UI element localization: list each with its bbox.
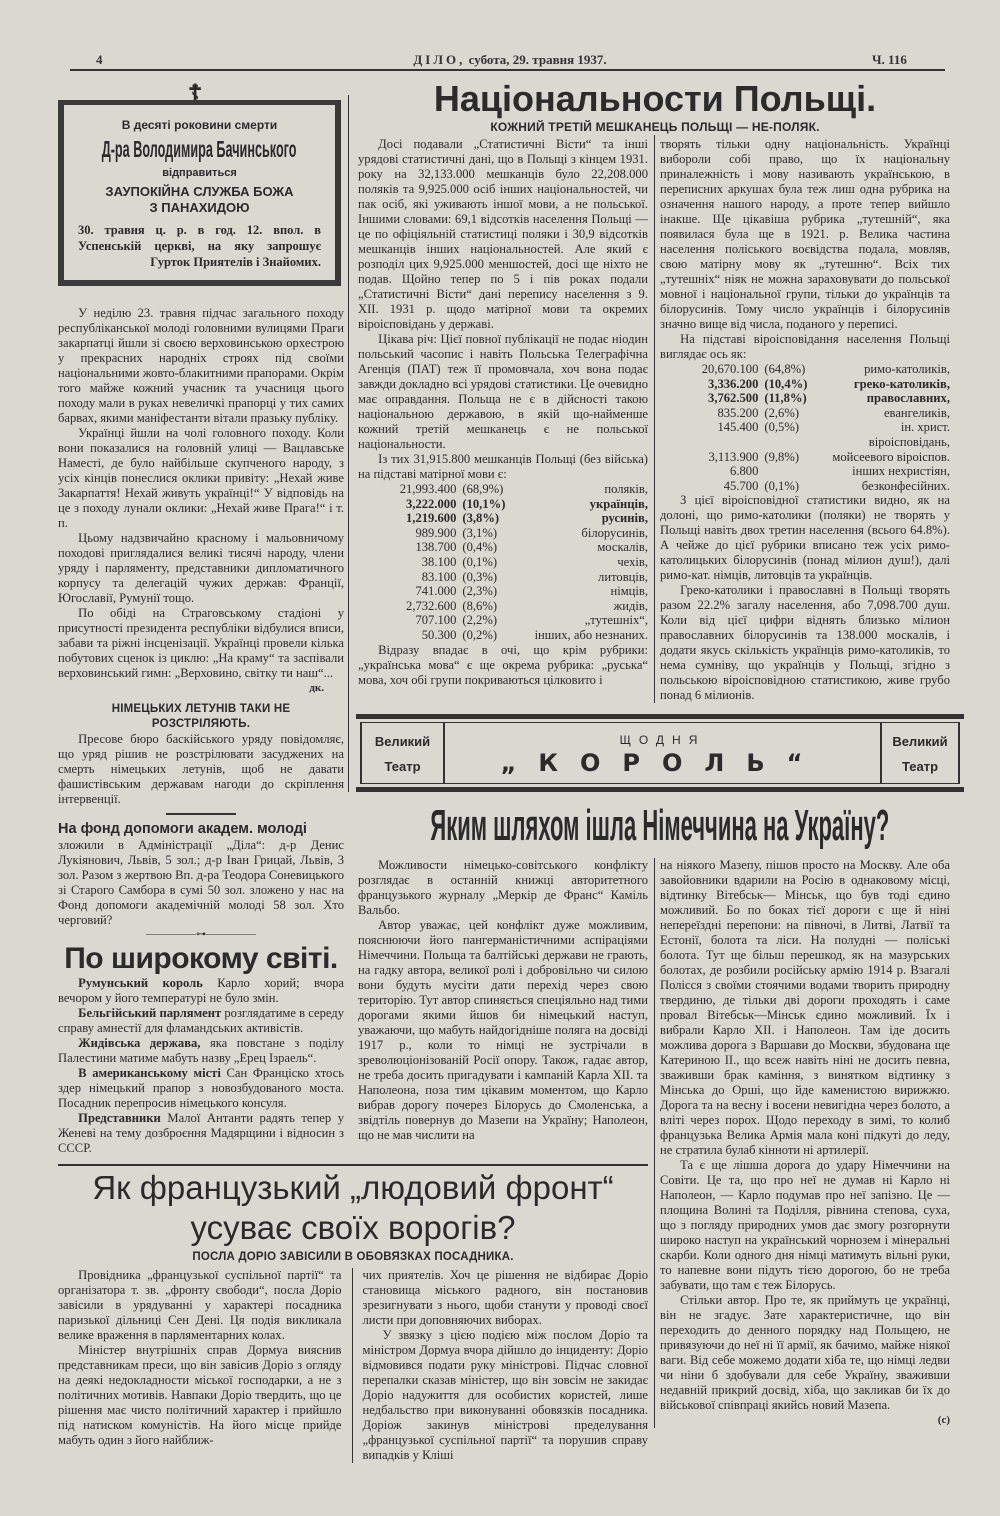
cell-label: греко-католиків, xyxy=(853,376,950,391)
table-row xyxy=(660,377,950,392)
cell-pct: (0,5%) xyxy=(764,420,800,435)
cell-count: 989.900 xyxy=(415,525,457,540)
cell-count: 3,222.000 xyxy=(406,496,457,511)
obituary-line1: В десяті роковини смерти xyxy=(121,118,278,132)
cell-label: безконфесійних. xyxy=(861,478,950,493)
paragraph: По обіді на Страговському стадіоні у присутності президента республіки відбулися вписи, забави та ріжні інсценізації. Українці провели кілька побутових сценок із циклю: „На краму“ та заспівали верховинський гимн: „Верховино, світку ти наш“... xyxy=(58,606,344,680)
paragraph: зложили в Адміністрації „Діла“: д-р Денис Лукіянович, Львів, 5 зол.; д-р Іван Грицай, Львів, 3 зол. Разом з жертвою Вп. д-ра Теодора Соневицького зі Старого Самбора в сумі 50 зол. зложено у нас на Фонд допомоги академічній молоді 58 зол. Хто черговий? xyxy=(58,838,344,927)
cell-count: 3,336.200 xyxy=(708,376,759,391)
issue-date: субота, 29. травня 1937. xyxy=(468,52,607,67)
issue-number: Ч. 116 xyxy=(872,52,907,67)
cell-label: інших, або незнаних. xyxy=(534,627,648,642)
cell-label: литовців, xyxy=(598,569,648,584)
france-col2 xyxy=(363,1268,648,1463)
masthead xyxy=(380,52,640,68)
world-item: Представники Малої Антанти радять тепер у Женеві на тему дозброєння Мадярщини і відносин з СССР. xyxy=(58,1111,344,1155)
obituary-line3: ЗАУПОКІЙНА СЛУЖБА БОЖА xyxy=(105,184,294,199)
cell-label: русинів, xyxy=(601,511,648,526)
cell-count: 45.700 xyxy=(723,478,759,493)
france-title-line2: усуває своїх ворогів? xyxy=(190,1209,516,1246)
germany-title: Яким шляхом ішла Німеччина на Україну? xyxy=(430,801,890,850)
cell-label: інших нехристіян, xyxy=(852,464,950,479)
paragraph: Провідника „французької суспільної партії“ та організатора т. зв. „фронту свободи“, посла Доріо завісили в урядуванні у характері посадника паризької дільниці Сен Дені. Ця подія викликала велике враження в парляментарних колах. xyxy=(58,1268,342,1342)
paragraph: Міністер внутрішніх справ Дормуа вияснив представникам преси, що він завісив Доріо з огляду на деякі недокладности міської господарки, а не з політичних мотивів. Навпаки Доріо твердить, що це рішення має чисто політичний характер і прийшло під натиском комуністів. На його місце прийде мабуть один з його найближ- xyxy=(58,1343,342,1447)
cell-pct: (2,3%) xyxy=(462,584,498,599)
cell-pct: (0,4%) xyxy=(462,540,498,555)
paragraph: Та є ще лішша дорога до удару Німеччини на Совіти. Це та, що про неї не думав ні Карло ні Наполеон, — Карло подумав про неї запізно. Це — площина Волині та Поділля, рівнина степова, суха, що з погляду природних умов дає змогу розгорнути широко наступ на український чорнозем і мінеральні скарби. Коли одного дня німці матимуть вільні руки, то напевне вони підуть тією дорогою, бо не треба забувати, що там є теж Білорусь. xyxy=(660,1158,950,1292)
ornament-divider: —————⊶————— xyxy=(146,929,256,940)
table-row xyxy=(660,420,950,449)
cell-pct: (2,6%) xyxy=(764,405,800,420)
column-rule xyxy=(352,1268,353,1463)
cell-label: німців, xyxy=(610,584,648,599)
column-rule xyxy=(654,858,655,1428)
nationalities-subtitle: КОЖНИЙ ТРЕТІЙ МЕШКАНЕЦЬ ПОЛЬЩІ — НЕ-ПОЛЯК. xyxy=(490,120,820,134)
ad-title: „КОРОЛЬ“ xyxy=(500,749,825,777)
nationalities-col1 xyxy=(358,137,648,688)
page-number: 4 xyxy=(96,52,103,67)
cell-count: 20,670.100 xyxy=(701,362,759,376)
table-row xyxy=(358,555,648,570)
ad-left-line1: Великий xyxy=(374,734,431,749)
germany-col2 xyxy=(660,858,950,1428)
cell-count: 145.400 xyxy=(717,420,759,435)
paper-name: ДІЛО, xyxy=(413,52,466,67)
table-row xyxy=(358,628,648,643)
ad-center xyxy=(445,723,880,783)
obituary-line6: Гурток Приятелів і Знайомих. xyxy=(150,255,321,269)
paragraph: Цьому надзвичайно красному і мальовничому походові приглядалися великі тисячі народу, члени уряду і парляменту, представники дипломатичного корпусу та делегацій чужих держав: Франції, Югославії, Румунії тощо. xyxy=(58,531,344,605)
paragraph: чих приятелів. Хоч це рішення не відбирає Доріо становища міського радного, він постановив зрезигнувати з нього, щоби станути у проводі своєї листи при доповняючих виборах. xyxy=(362,1268,648,1327)
paragraph: Пресове бюро баскійського уряду повідомляє, що уряд рішив не розстрілювати засуджених на смерть німецьких летунів, щоб не давати фашистівським державам нагоди до скріплення інтервенції. xyxy=(58,732,344,806)
ad-daily: ЩОДНЯ xyxy=(619,733,706,747)
table-row xyxy=(358,599,648,614)
france-title-line1: Як французький „людовий фронт“ xyxy=(92,1169,614,1206)
world-title: По широкому світі. xyxy=(64,942,338,975)
cell-count: 83.100 xyxy=(421,569,457,584)
cell-count: 1,219.600 xyxy=(406,511,457,526)
table-row xyxy=(358,511,648,526)
obituary-line4: З ПАНАХИДОЮ xyxy=(149,200,250,215)
cell-pct: (3,1%) xyxy=(462,525,498,540)
paragraph: Відразу впадає в очі, що крім рубрики: „українська мова“ є ще окрема рубрика: „руська“ мова, хоч обі групи покриваються цілковито і xyxy=(358,642,648,687)
prague-article xyxy=(58,306,344,1156)
cell-pct: (0,1%) xyxy=(764,478,800,493)
cell-count: 138.700 xyxy=(415,540,457,555)
signature: дк. xyxy=(309,682,324,694)
cell-label: поляків, xyxy=(604,482,648,496)
paragraph: Українці йшли на чолі головного походу. Коли вони показалися на головній улиці — Вацлавське Наместі, де було найбільше скупченого народу, з усіх кінців понеслися оклики привіту: „Нехай живе Закарпаття! Нехай живуть українці!“ У відповідь на це з походу лунали оклики: „Нехай живе Прага!“ і т. п. xyxy=(58,426,344,530)
ad-left xyxy=(360,723,445,783)
paragraph: Греко-католики і православні в Польщі творять разом 22.2% загалу населення, або 7,098.700 душ. Коли від цієї цифри віднять близько мілион православних білорусинів та 138.000 москалів, і додати якусь скількість українців римо-католиків, то нема сумніву, що українців у Польщі, згідно з польською віроісповідною статистикою, живе грубо понад 6 мілионів. xyxy=(660,583,950,703)
cell-label: ін. христ. віроісповідань, xyxy=(868,420,950,449)
column-rule xyxy=(348,95,349,792)
divider xyxy=(166,813,236,815)
cell-pct: (0,3%) xyxy=(462,569,498,584)
world-item: В американському місті Сан Франціско хтось здер німецький прапор з новозбудованого моста. Посадник перепросив німецького консуля. xyxy=(58,1066,344,1110)
france-subtitle: ПОСЛА ДОРІО ЗАВІСИЛИ В ОБОВЯЗКАХ ПОСАДНИКА. xyxy=(192,1251,514,1263)
cell-pct: (10,4%) xyxy=(764,376,808,391)
world-item: Румунський король Карло хорий; вчора вечором у його температурі не було змін. xyxy=(58,976,344,1005)
cell-count: 6.800 xyxy=(730,464,759,479)
paragraph: Із тих 31,915.800 мешканців Польщі (без війська) на підставі матірної мови є: xyxy=(358,452,648,481)
world-item: Бельгійський парлямент розглядатиме в середу справу амнестії для фламандських активістів. xyxy=(58,1006,345,1035)
paragraph: Можливости німецько-совітського конфлікту розглядає в останній книжці авторитетного французького журналу „Меркір де Франс“ Каміль Вальбо. xyxy=(358,858,648,917)
table-row xyxy=(358,540,648,555)
cell-pct: (0,2%) xyxy=(462,627,498,642)
nationalities-col2 xyxy=(660,137,950,703)
table-row xyxy=(358,497,648,512)
cell-pct: (10,1%) xyxy=(462,496,506,511)
cell-pct: (64,8%) xyxy=(764,362,806,376)
paragraph: Досі подавали „Статистичні Вісти“ та інші урядові статистичні дані, що в Польщі з кінцем 1931. року на 32,133.000 мешканців було 22,208.000 поляків та 9,925.000 осіб інших національностей, чи пак осіб, які уживають іншої мови, а не польської. Іншими словами: 69,1 відсотків населення Польщі — це по офіціяльній статистиці поляки і 30,9 відсотків мешканців інших національностей. Але який є розподіл цих 9,925.000 меншостей, досі ще ніхто не подав. Щойно тепер по 5 і пів роках подали „Статистичні Вісти“ дані перепису населення з 9. XII. 1931 р. щодо матірної мови та окремих віроісповідань у державі. xyxy=(358,137,648,331)
cell-label: жидів, xyxy=(613,598,648,613)
cell-pct xyxy=(764,464,819,479)
paragraph: У звязку з цією подією між послом Доріо та міністром Дормуа вчора дійшло до інциденту: Доріо відмовився подати руку міністрові. Підчас словної перепалки сказав міністер, що він зовсім не закидає Доріо надужиття для особистих користей, лише недбальство при виконуванні обовязків посадника. Доріож закинув міністрові пределування „французької суспільної партії“ та порушив справу випадків у Кліші xyxy=(362,1328,648,1462)
paragraph: творять тільки одну національність. Українці вибороли собі право, що їх національну приналежність і мову називають українською, в переписних аркушах була теж лиш одна рубрика на означення нашого народу, а проте тепер вийшло інакше. Ще цікавіша рубрика „тутешній“, яка появилася була ще в 1921. р. Велика частина населення поліського воєвідства подала, мовляв, свою матірну мову як „тутешню“. Всіх тих „тутешніх“ ніяк не можна зараховувати до польської мовної і національної групи, тільки до українців та білорусинів. Тому число українців і білорусинів значно вище від числа, поданого у переписі. xyxy=(660,137,950,331)
paragraph: На підставі віроісповідання населення Польщі виглядає ось як: xyxy=(660,332,950,361)
cell-pct: (9,8%) xyxy=(764,449,800,464)
table-row xyxy=(358,482,648,497)
table-row xyxy=(358,584,648,599)
cell-count: 50.300 xyxy=(421,627,457,642)
theatre-ad xyxy=(356,714,964,792)
paragraph: У неділю 23. травня підчас загального походу республіканської молоді головними вулицями Праги закарпатці йшли зі своєю верховинською орхестрою у прекрасних народніх строях під своїми національними жовто-блакитними прапорами. Окрім того майже кожний учасник та учасниця цього походу мали в руках невеличкі прапорці у тих самих барвах, якими маніфестанти вітали празьку публіку. xyxy=(58,306,344,425)
table-row xyxy=(660,362,950,377)
nationalities-title: Національности Польщі. xyxy=(433,78,877,119)
cell-count: 835.200 xyxy=(717,405,759,420)
table-row xyxy=(660,391,950,406)
france-article xyxy=(58,1164,648,1463)
obituary-line2: відправиться xyxy=(162,167,237,179)
world-item: Жидівська держава, яка повстане з поділу Палестини матиме мабуть назву „Ерец Ізраель“. xyxy=(58,1036,344,1065)
section-rule xyxy=(58,1164,648,1166)
cell-label: православних, xyxy=(866,391,950,406)
cell-pct: (3,8%) xyxy=(462,511,500,526)
table-row xyxy=(660,450,950,465)
obituary-name: Д-ра Володимира Бачинського xyxy=(102,136,297,162)
paragraph: на ніякого Мазепу, пішов просто на Москву. Але оба завойовники вдарили на Росію в однаковому місці, відтинку Вітебськ— Мінськ, що був тоді єдино можливий. Бо по боках тієї дороги є ще й ніні непереїздні перепони: на півночі, в Литві, Латвії та Естонії, болота та ліси. На полудні — поліські болота. Тут ще більш перешкод, як на мазурських болотах, де розбили російську армію 1914 р. Взагалі Полісся з своїми стоячими водами творить природну твердиню, де тільки дві дороги проходять і саме провал Вітебськ—Мінськ єдино можливий. Їх і вибрали Карло XII. і Наполеон. Там іде досить можлива дорога з Варшави до Москви, збудована ще Катериною II., що всеж навіть ніні не досить певна, зваживши брак каміння, з винятком відтинку з Мінська до Орші, що йде каменистою вирижжю. Дорога та на весну і восени невигідна через болото, а вліті через порох. Щодо переходу в зимі, то колиб французька Велика Армія мала коні підкуті до леду, не стратила булаб кінноти ні артилерії. xyxy=(660,858,950,1157)
france-col1 xyxy=(58,1268,342,1463)
cell-label: москалів, xyxy=(597,540,648,555)
cross-icon: ☦ xyxy=(188,80,203,105)
cell-count: 3,113.900 xyxy=(708,449,759,464)
cell-pct: (68,9%) xyxy=(462,482,504,496)
ad-right-line2: Театр xyxy=(901,759,939,774)
paragraph: Цікава річ: Цієї повної публікації не подає ніодин польський часопис і навіть Польська Телеграфічна Агенція (ПАТ) теж її промовчала, хоч вона подає завжди докладно всі урядові статистики. Це очевидно має оправдання. Польща не є в дійсності такою національною державою, в якій що-найменше кожний третій мешканець є не польської національности. xyxy=(358,332,648,451)
cell-count: 741.000 xyxy=(415,584,457,599)
column-rule xyxy=(654,135,655,703)
signature: (с) xyxy=(937,1414,950,1426)
cell-label: чехів, xyxy=(617,554,648,569)
germany-col1 xyxy=(358,858,648,1143)
ad-right-line1: Великий xyxy=(892,734,948,749)
cell-label: „тутешніх“, xyxy=(584,613,648,628)
cell-count: 3,762.500 xyxy=(708,391,759,406)
aviators-title: НІМЕЦЬКИХ ЛЕТУНІВ ТАКИ НЕ РОЗСТРІЛЯЮТЬ. xyxy=(111,703,291,730)
ad-right xyxy=(880,723,960,783)
fund-title: На фонд допомоги академ. молоді xyxy=(58,821,307,837)
obituary-box xyxy=(58,100,341,286)
cell-count: 21,993.400 xyxy=(399,482,457,496)
table-row xyxy=(660,464,950,479)
cell-count: 38.100 xyxy=(421,554,457,569)
table-row xyxy=(660,479,950,494)
cell-label: мойсеевого віроіспов. xyxy=(832,449,950,464)
cell-pct: (0,1%) xyxy=(462,554,498,569)
religion-table xyxy=(660,362,950,493)
ad-left-line2: Театр xyxy=(384,759,421,774)
paragraph: Автор уважає, цей конфлікт дуже можливим, пояснюючи його пангерманістичними аспіраціями Німеччини. Польща та балтійські держави не грають, на гадку автора, великої ролі і добровільно чи силою вони будуть мусіти дати перехід через свою територію. Тут автор спиняється спеціяльно над тими дорогами якими йшов би німецький наступ, уважаючи, що мабуть найдогідніше поляга на досвіді 1917 р., коли то німці не зустрічали в зреволюціонізованій Росії опору. Також, гадає автор, не треба досить пригадувати і кампаній Карла XII. та Наполеона, поза тим цікавим моментом, що Карло вибрав дорогу почерез Білорусь до Смоленська, а звідтіль повернув до Мазепи на Україну; Наполеон, що не мав числити на xyxy=(358,918,648,1142)
cell-count: 2,732.600 xyxy=(406,598,457,613)
cell-label: евангеликів, xyxy=(883,405,950,420)
cell-label: українців, xyxy=(589,496,648,511)
cell-count: 707.100 xyxy=(415,613,457,628)
table-row xyxy=(358,526,648,541)
table-row xyxy=(358,570,648,585)
cell-label: римо-католиків, xyxy=(864,362,950,376)
cell-pct: (11,8%) xyxy=(764,391,807,406)
language-table xyxy=(358,482,648,643)
cell-pct: (2,2%) xyxy=(462,613,498,628)
france-title xyxy=(58,1168,648,1248)
cell-pct: (8,6%) xyxy=(462,598,498,613)
obituary-line5: 30. травня ц. р. в год. 12. впол. в Успенській церкві, на яку запрошує xyxy=(78,223,321,253)
cell-label: білорусинів, xyxy=(581,525,648,540)
table-row xyxy=(358,613,648,628)
table-row xyxy=(660,406,950,421)
paragraph: З цієї віроісповідної статистики видно, як на долоні, що римо-католики (поляки) не творять у Польщі навіть двох третин населення (всього 64.8%). А чейже до цієї рубрики вписано теж усіх римо-католицьких білорусинів (понад мілион душ!), далі римо-кат. німців, литовців та українців. xyxy=(660,493,950,583)
header-rule xyxy=(70,69,945,71)
paragraph: Стільки автор. Про те, як приймуть це українці, він не згадує. Зате характеристичне, що він переходить до денного порядку над Польщею, не привязуючи до неї ні її армії, як бачимо, майже ніякої ваги. Від себе можемо додати хіба те, що німці ледви чи ніни б здобували для себе Україну, зваживши недавній прикрий досвід, хіба, що закликав би їх до військової співпраці якийсь новий Мазепа. xyxy=(660,1293,950,1412)
